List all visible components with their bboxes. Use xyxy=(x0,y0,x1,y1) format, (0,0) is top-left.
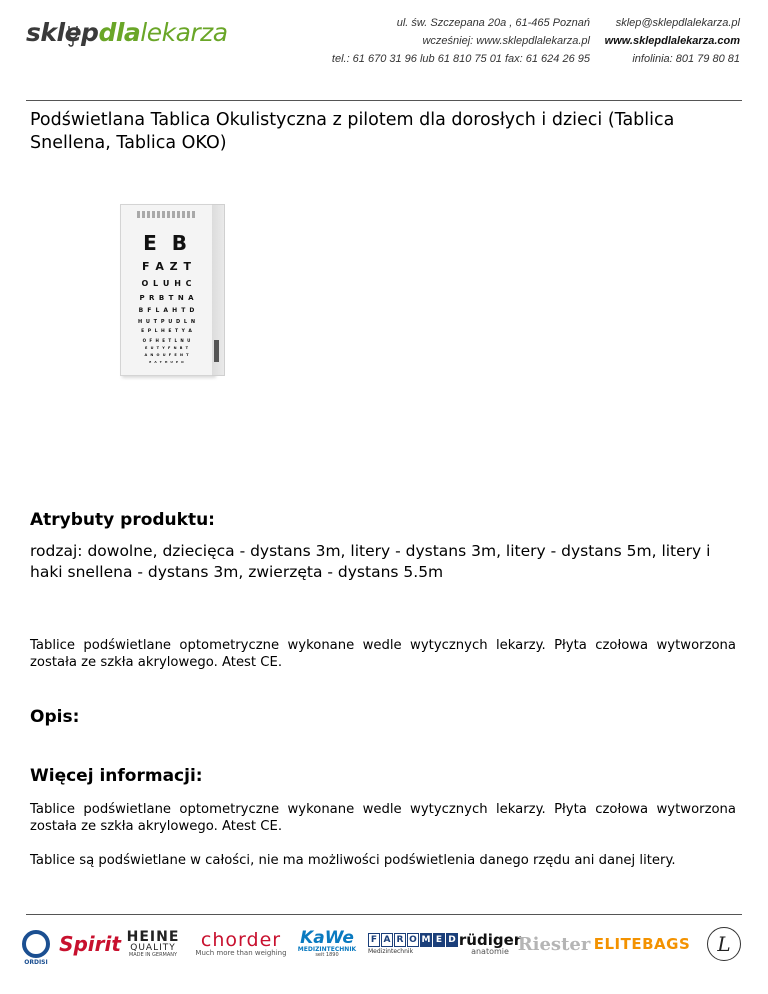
product-title: Podświetlana Tablica Okulistyczna z pilotem dla dorosłych i dzieci (Tablica Snellena, Tablica OKO) xyxy=(30,110,675,153)
brand-chorder-name: chorder xyxy=(200,929,282,951)
address-line: ul. św. Szczepana 20a , 61-465 Poznań xyxy=(396,17,590,29)
brand-logos xyxy=(20,922,748,972)
chart-row: A N O U F E N T xyxy=(144,353,190,357)
brand-faromed[interactable] xyxy=(368,922,454,966)
faromed-letter-boxes xyxy=(368,933,459,947)
faromed-letter: M xyxy=(420,933,432,947)
more-info-paragraph: Tablice podświetlane optometryczne wykonane wedle wytycznych lekarzy. Płyta czołowa wytworzona została ze szkła akrylowego. Atest CE. xyxy=(30,802,736,834)
faromed-letter: F xyxy=(368,933,380,947)
chart-row: E A T H U P O xyxy=(149,360,185,364)
email-link[interactable]: sklep@sklepdlalekarza.pl xyxy=(615,17,740,29)
brand-kawe-line3: seit 1890 xyxy=(315,952,339,958)
chart-row: O F H E T L N U xyxy=(142,338,192,343)
eye-chart-panel xyxy=(120,204,214,376)
brand-rudiger-name: rüdiger xyxy=(458,930,522,949)
faromed-letter: O xyxy=(407,933,419,947)
hotline-line: infolinia: 801 79 80 81 xyxy=(632,53,740,65)
brand-kawe[interactable] xyxy=(296,922,358,966)
brand-kawe-line2: MEDIZINTECHNIK xyxy=(297,946,357,953)
chart-switch xyxy=(214,340,219,362)
faromed-letter: D xyxy=(446,933,458,947)
store-logo[interactable] xyxy=(26,18,228,47)
contact-address-block xyxy=(332,14,590,68)
description-heading: Opis: xyxy=(30,707,80,727)
chart-header-text xyxy=(137,211,197,218)
brand-rudiger-line2: anatomie xyxy=(471,946,509,956)
page-header xyxy=(0,0,768,90)
chart-row: E P L H E T Y A xyxy=(141,329,193,334)
more-info-paragraph: Tablice są podświetlane w całości, nie ma możliwości podświetlenia danego rzędu ani danej litery. xyxy=(30,853,676,868)
chart-row: E U T Y F N B T xyxy=(144,346,190,350)
brand-heine-name: HEINE xyxy=(126,929,180,945)
faromed-letter: R xyxy=(394,933,406,947)
faromed-letter: A xyxy=(381,933,393,947)
brand-heine-line3: MADE IN GERMANY xyxy=(128,952,178,958)
product-image xyxy=(112,200,292,386)
littmann-logo-icon: L xyxy=(707,927,741,961)
chart-row: P R B T N A xyxy=(139,294,195,302)
chart-row: E B xyxy=(143,231,191,255)
brand-kawe-name: KaWe xyxy=(300,928,354,948)
chart-row: O L U H C xyxy=(141,279,193,288)
website-link[interactable]: www.sklepdlalekarza.com xyxy=(604,35,740,47)
brand-elitebags[interactable]: ELITEBAGS xyxy=(593,935,691,953)
brand-chorder-tagline: Much more than weighing xyxy=(195,949,287,957)
chart-row: H U T P U D L N xyxy=(137,319,197,325)
brand-spirit[interactable]: Spirit xyxy=(59,932,121,956)
chart-row: B F L A H T D xyxy=(138,307,196,314)
chart-row: F A Z T xyxy=(142,260,192,273)
stethoscope-icon xyxy=(66,24,80,48)
product-summary: Tablice podświetlane optometryczne wykonane wedle wytycznych lekarzy. Płyta czołowa wytworzona została ze szkła akrylowego. Atest CE. xyxy=(30,638,736,670)
attributes-text: rodzaj: dowolne, dziecięca - dystans 3m, litery - dystans 3m, litery - dystans 5m, litery i haki snellena - dystans 3m, zwierzęta - dystans 5.5m xyxy=(30,542,711,581)
logo-part-lekarza: lekarza xyxy=(140,18,228,47)
brand-chorder[interactable] xyxy=(192,922,290,966)
contact-online-block xyxy=(605,14,740,68)
brand-heine[interactable] xyxy=(120,922,186,966)
more-info-heading: Więcej informacji: xyxy=(30,766,203,786)
brand-littmann[interactable] xyxy=(704,922,744,966)
logo-part-dla: dla xyxy=(98,18,141,47)
attributes-heading: Atrybuty produktu: xyxy=(30,510,215,530)
faromed-letter: E xyxy=(433,933,445,947)
previous-website-line: wcześniej: www.sklepdlalekarza.pl xyxy=(422,35,590,47)
ordisi-logo-icon xyxy=(22,930,50,958)
header-divider xyxy=(26,100,742,101)
phone-line: tel.: 61 670 31 96 lub 61 810 75 01 fax: 61 624 26 95 xyxy=(331,53,590,65)
brand-ordisi[interactable] xyxy=(20,922,52,966)
brand-faromed-line2: Medizintechnik xyxy=(368,948,414,955)
brand-rudiger[interactable] xyxy=(460,922,520,966)
brand-riester[interactable]: Riester xyxy=(517,933,591,955)
brand-ordisi-label: ORDISI xyxy=(24,959,48,966)
footer-divider xyxy=(26,914,742,915)
logo-part-sklep: sklep xyxy=(26,18,99,47)
brand-heine-line2: QUALITY xyxy=(130,943,176,953)
